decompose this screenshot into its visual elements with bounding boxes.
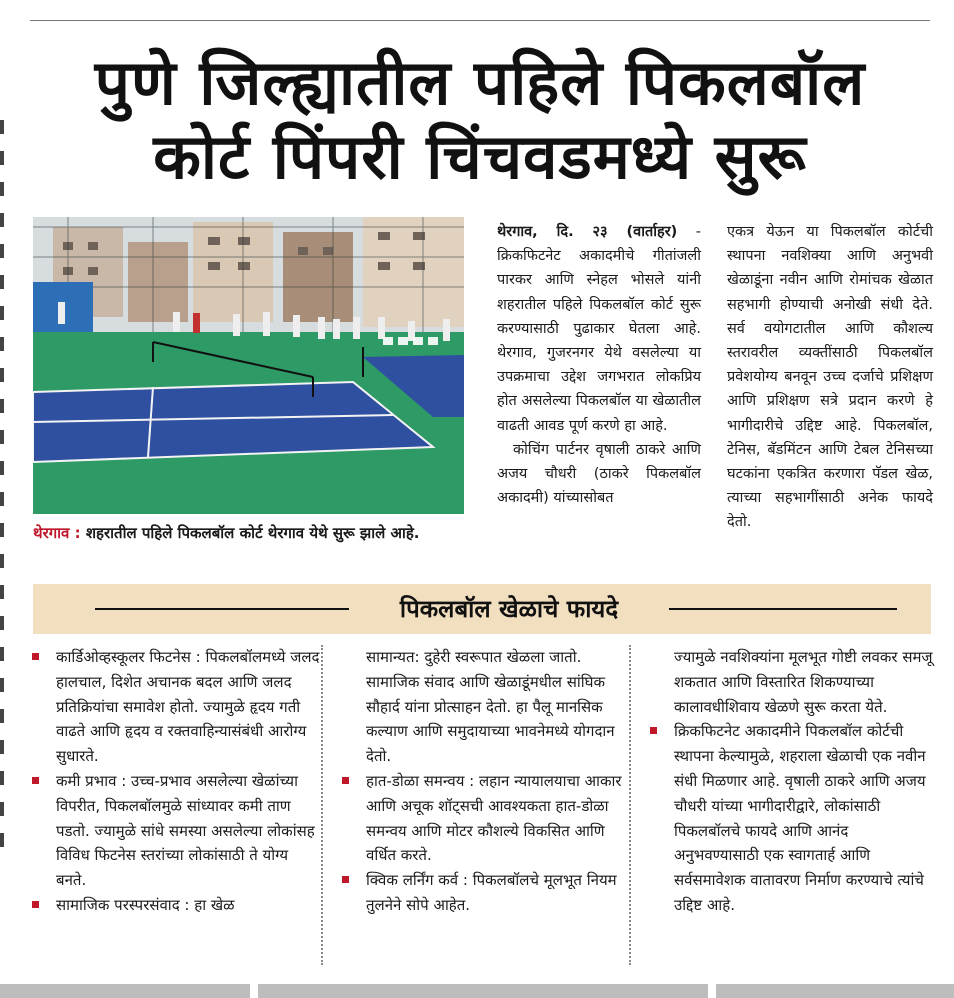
footer-bar xyxy=(258,984,708,998)
headline-line-2: कोर्ट पिंपरी चिंचवडमध्ये सुरू xyxy=(153,120,807,193)
benefit-item: क्विक लर्निंग कर्व : पिकलबॉलचे मूलभूत नियम तुलनेने सोपे आहेत. xyxy=(340,868,630,918)
benefit-continuation: ज्यामुळे नवशिक्यांना मूलभूत गोष्टी लवकर समजू शकतात आणि विस्तारित शिकण्याच्या कालावधीशिवाय खेळणे सुरू करता येते. xyxy=(674,648,933,716)
column-divider xyxy=(321,645,323,965)
bullet-icon xyxy=(342,777,349,784)
photo-caption xyxy=(33,522,473,544)
bullet-icon xyxy=(32,777,39,784)
banner-rule-left xyxy=(95,608,349,610)
benefits-banner xyxy=(33,584,931,634)
bullet-icon xyxy=(342,876,349,883)
bullet-icon xyxy=(32,901,39,908)
benefit-item: सामाजिक परस्परसंवाद : हा खेळ xyxy=(30,893,320,918)
caption-text: शहरातील पहिले पिकलबॉल कोर्ट थेरगाव येथे सुरू झाले आहे. xyxy=(85,524,420,542)
article-column-2 xyxy=(727,220,933,535)
footer-bar xyxy=(0,984,250,998)
article-paragraph-2: कोचिंग पार्टनर वृषाली ठाकरे आणि अजय चौधरी (ठाकरे पिकलबॉल अकादमी) यांच्यासोबत xyxy=(497,441,701,507)
article-column-1 xyxy=(497,220,701,510)
article-paragraph-3: एकत्र येऊन या पिकलबॉल कोर्टची स्थापना नवशिक्या आणि अनुभवी खेळाडूंना नवीन आणि रोमांचक खेळात सहभागी होण्याची अनोखी संधी देते. सर्व वयोगटातील आणि कौशल्य स्तरावरील व्यक्तींसाठी पिकलबॉल प्रवेशयोग्य बनवून उच्च दर्जाचे प्रशिक्षण आणि प्रशिक्षण सत्रे प्रदान करणे हे भागीदारीचे उद्दिष्ट आहे. पिकलबॉल, टेनिस, बॅडमिंटन आणि टेबल टेनिसच्या घटकांना एकत्रित करणारा पॅडल खेळ, त्याच्या सहभागींसाठी अनेक फायदे देतो. xyxy=(727,224,933,531)
benefit-item: हात-डोळा समन्वय : लहान न्यायालयाचा आकार आणि अचूक शॉट्सची आवश्यकता हात-डोळा समन्वय आणि मोटर कौशल्ये विकसित आणि वर्धित करते. xyxy=(340,769,630,868)
pickleball-court-photo xyxy=(33,217,464,514)
benefits-column-3 xyxy=(648,645,938,918)
caption-place: थेरगाव : xyxy=(33,524,81,542)
article-paragraph-1: - क्रिकफिटनेट अकादमीचे गीतांजली पारकर आणि स्नेहल भोसले यांनी शहरातील पहिले पिकलबॉल कोर्ट सुरू करण्यासाठी पुढाकार घेतला आहे. थेरगाव, गुजरनगर येथे वसलेल्या या उपक्रमाचा उद्देश जगभरात लोकप्रिय होत असलेल्या पिकलबॉल या खेळातील वाढती आवड पूर्ण करणे हा आहे. xyxy=(497,224,701,434)
dateline: थेरगाव, दि. २३ (वार्ताहर) xyxy=(497,224,678,240)
headline xyxy=(30,46,930,194)
banner-title: पिकलबॉल खेळाचे फायदे xyxy=(399,595,619,623)
benefit-item: कमी प्रभाव : उच्च-प्रभाव असलेल्या खेळांच्या विपरीत, पिकलबॉलमुळे सांध्यावर कमी ताण पडतो. ज्यामुळे सांधे समस्या असलेल्या लोकांसह विविध फिटनेस स्तरांच्या लोकांसाठी ते योग्य बनते. xyxy=(30,769,320,893)
benefits-column-2 xyxy=(340,645,630,918)
top-rule xyxy=(30,20,930,21)
banner-rule-right xyxy=(669,608,897,610)
benefits-column-1 xyxy=(30,645,320,918)
benefit-continuation: सामान्यत: दुहेरी स्वरूपात खेळला जातो. सामाजिक संवाद आणि खेळाडूंमधील सांघिक सौहार्द यांना प्रोत्साहन देतो. हा पैलू मानसिक कल्याण आणि समुदायाच्या भावनेमध्ये योगदान देतो. xyxy=(366,648,615,766)
footer-bar xyxy=(716,984,954,998)
headline-line-1: पुणे जिल्ह्यातील पहिले पिकलबॉल xyxy=(94,46,866,119)
benefit-item: क्रिकफिटनेट अकादमीने पिकलबॉल कोर्टची स्थापना केल्यामुळे, शहराला खेळाची एक नवीन संधी मिळणार आहे. वृषाली ठाकरे आणि अजय चौधरी यांच्या भागीदारीद्वारे, लोकांसाठी पिकलबॉलचे फायदे आणि आनंद अनुभवण्यासाठी एक स्वागतार्ह आणि सर्वसमावेशक वातावरण निर्माण करण्याचे त्यांचे उद्दिष्ट आहे. xyxy=(648,719,938,917)
bullet-icon xyxy=(32,653,39,660)
benefit-item: कार्डिओव्हस्कूलर फिटनेस : पिकलबॉलमध्ये जलद हालचाल, दिशेत अचानक बदल आणि जलद प्रतिक्रियांचा समावेश होतो. ज्यामुळे हृदय गती वाढते आणि हृदय व रक्तवाहिन्यासंबंधी आरोग्य सुधारते. xyxy=(30,645,320,769)
bullet-icon xyxy=(650,727,657,734)
adjacent-column-edge xyxy=(0,120,6,950)
